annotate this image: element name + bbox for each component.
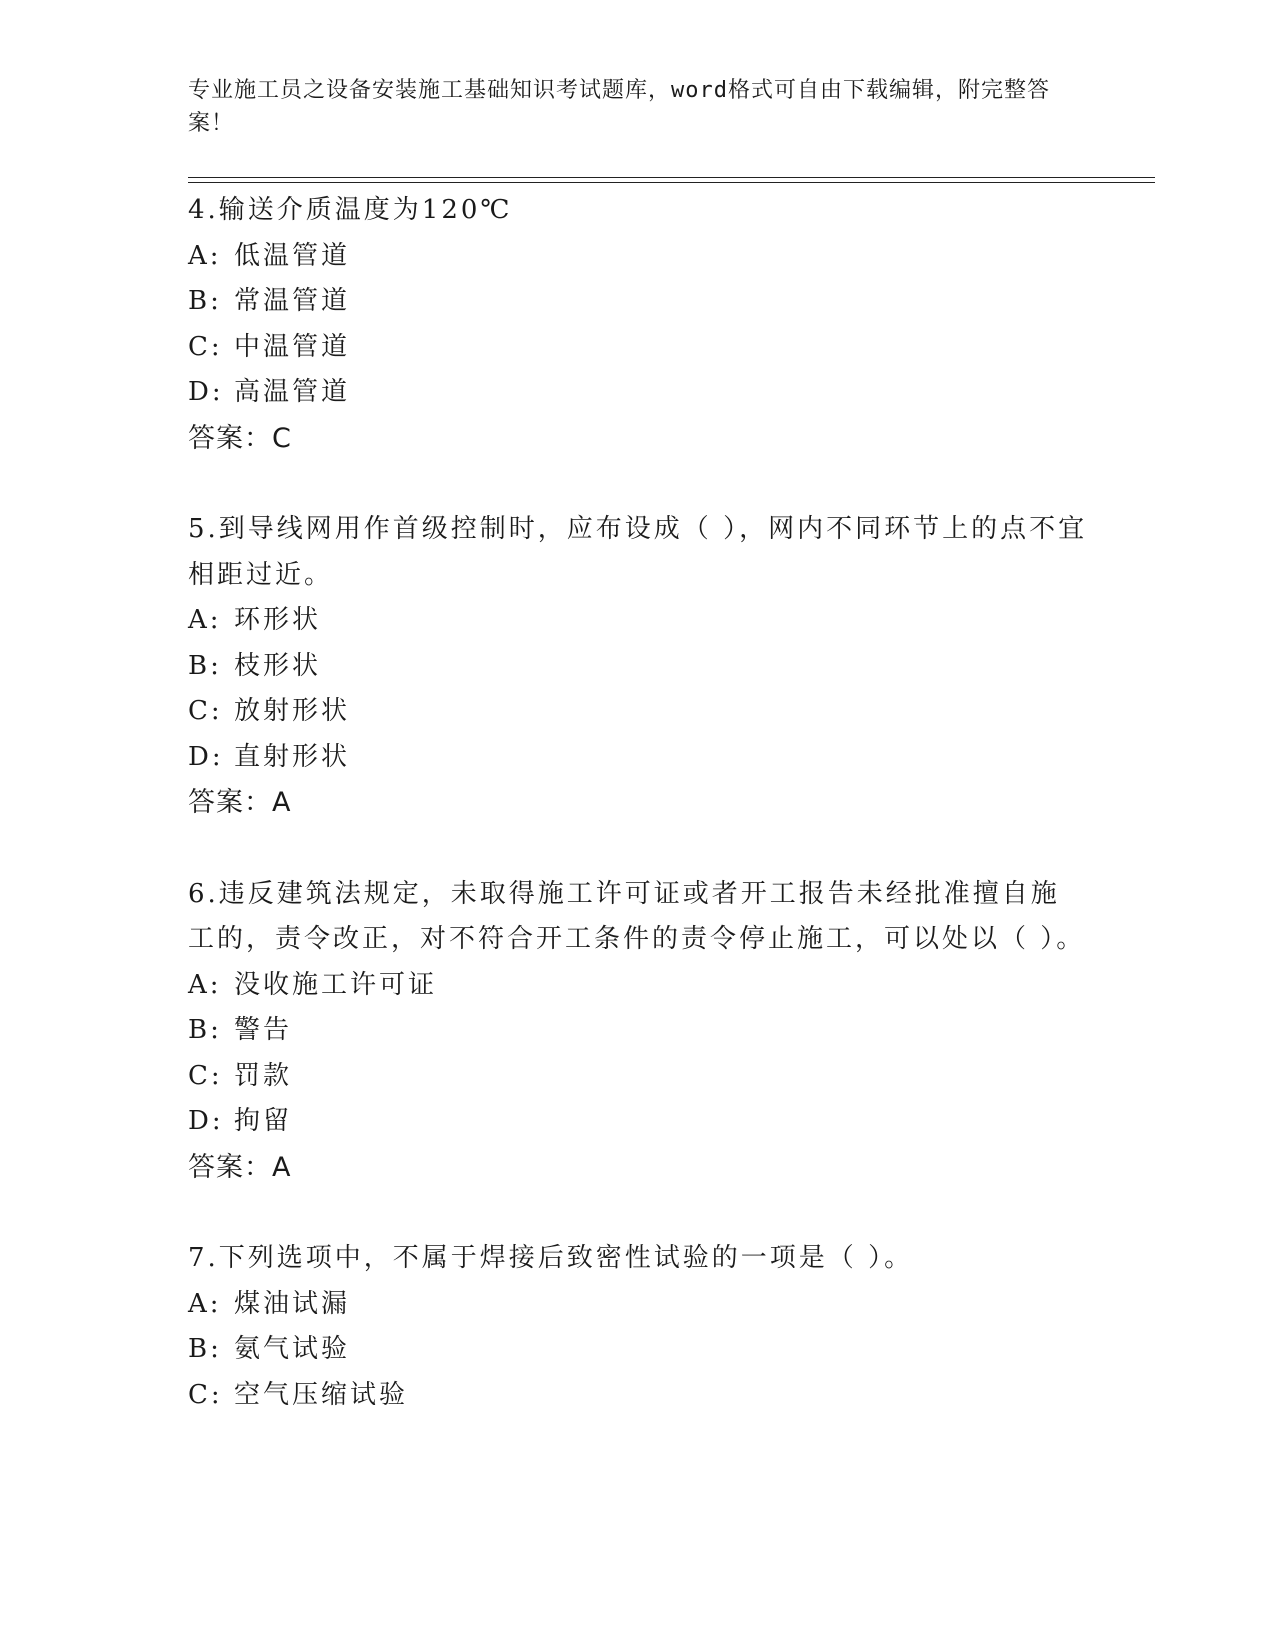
spacer bbox=[188, 461, 1088, 507]
option-letter: C: bbox=[188, 1379, 223, 1410]
option-letter: B: bbox=[188, 1334, 222, 1364]
header-divider-bottom bbox=[188, 182, 1155, 183]
option-letter: A: bbox=[188, 1288, 222, 1319]
option-c bbox=[188, 689, 1088, 735]
option-letter: B: bbox=[188, 1015, 222, 1045]
answer-line: 答案：C bbox=[188, 422, 292, 454]
question-list bbox=[188, 188, 1088, 1418]
option-a bbox=[188, 1282, 1088, 1328]
option-text: 中温管道 bbox=[234, 331, 351, 362]
option-letter: C: bbox=[188, 696, 223, 726]
answer-line: 答案：A bbox=[188, 1151, 292, 1183]
option-b bbox=[188, 1327, 1088, 1373]
option-a bbox=[188, 598, 1088, 644]
option-text: 罚款 bbox=[234, 1060, 293, 1091]
option-d bbox=[188, 370, 1088, 416]
option-text: 放射形状 bbox=[234, 696, 351, 726]
header-divider-top bbox=[188, 177, 1155, 178]
question-4 bbox=[188, 188, 1088, 461]
option-text: 警告 bbox=[234, 1015, 293, 1045]
option-c bbox=[188, 1054, 1088, 1100]
option-letter: C: bbox=[188, 1060, 223, 1091]
option-a bbox=[188, 234, 1088, 280]
option-letter: D: bbox=[188, 377, 224, 407]
option-letter: A: bbox=[188, 969, 222, 1000]
option-letter: D: bbox=[188, 1106, 224, 1136]
option-b bbox=[188, 279, 1088, 325]
option-text: 高温管道 bbox=[234, 377, 351, 407]
option-d bbox=[188, 1099, 1088, 1145]
document-header: 专业施工员之设备安装施工基础知识考试题库，word格式可自由下载编辑，附完整答案！ bbox=[188, 78, 1050, 136]
option-c bbox=[188, 1373, 1088, 1419]
option-text: 环形状 bbox=[234, 605, 322, 635]
option-letter: A: bbox=[188, 605, 222, 635]
question-stem: 6.违反建筑法规定，未取得施工许可证或者开工报告未经批准擅自施工的，责令改正，对不符合开工条件的责令停止施工，可以处以（ ）。 bbox=[188, 878, 1086, 954]
option-letter: D: bbox=[188, 741, 224, 772]
option-text: 直射形状 bbox=[234, 741, 351, 772]
question-stem: 5.到导线网用作首级控制时，应布设成（ ），网内不同环节上的点不宜相距过近。 bbox=[188, 514, 1088, 590]
question-stem: 4.输送介质温度为120℃ bbox=[188, 195, 513, 225]
question-stem: 7.下列选项中，不属于焊接后致密性试验的一项是（ ）。 bbox=[188, 1243, 914, 1273]
option-text: 没收施工许可证 bbox=[234, 969, 438, 1000]
option-a bbox=[188, 963, 1088, 1009]
option-letter: B: bbox=[188, 286, 222, 316]
answer-line: 答案：A bbox=[188, 787, 292, 818]
question-6 bbox=[188, 872, 1088, 1191]
option-text: 枝形状 bbox=[234, 650, 322, 681]
option-b bbox=[188, 1008, 1088, 1054]
option-text: 氨气试验 bbox=[234, 1334, 351, 1364]
question-5 bbox=[188, 507, 1088, 826]
option-text: 煤油试漏 bbox=[234, 1288, 351, 1319]
option-letter: C: bbox=[188, 331, 223, 362]
option-letter: B: bbox=[188, 650, 222, 681]
option-text: 拘留 bbox=[234, 1106, 293, 1136]
spacer bbox=[188, 1190, 1088, 1236]
question-7 bbox=[188, 1236, 1088, 1418]
option-b bbox=[188, 644, 1088, 690]
option-text: 常温管道 bbox=[234, 286, 351, 316]
option-c bbox=[188, 325, 1088, 371]
option-text: 低温管道 bbox=[234, 240, 351, 271]
option-letter: A: bbox=[188, 240, 222, 271]
spacer bbox=[188, 826, 1088, 872]
option-text: 空气压缩试验 bbox=[234, 1379, 409, 1410]
option-d bbox=[188, 735, 1088, 781]
